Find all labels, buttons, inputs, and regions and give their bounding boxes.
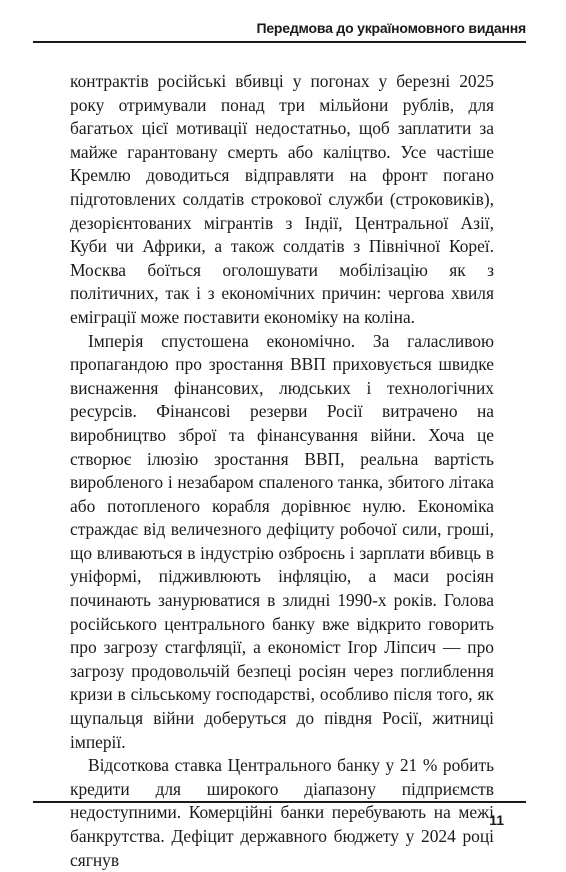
- body-text: [70, 70, 494, 872]
- footer-rule: [33, 801, 526, 803]
- page-number: 11: [489, 812, 504, 828]
- paragraph-2: Імперія спустошена економічно. За галасливою пропагандою про зростання ВВП приховується швидке виснаження фінансових, людських і технологічних ресурсів. Фінансові резерви Росії витрачено на виробництво зброї та фінансування війни. Хоча це створює ілюзію зростання ВВП, реальна вартість виробленого і незабаром спаленого танка, збитого літака або потопленого корабля дорівнює нулю. Економіка страждає від величезного дефіциту робочої сили, гроші, що вливаються в індустрію озброєнь і зарплати вбивць в уніформі, підживлюють інфляцію, а маси росіян починають занурюватися в злидні 1990-х років. Голова російського центрального банку вже відкрито говорить про загрозу стагфляції, а економіст Ігор Ліпсич — про загрозу продовольчій безпеці росіян через поглиблення кризи в сільському господарстві, особливо після того, як щупальця війни доберуться до півдня Росії, житниці імперії.: [70, 330, 494, 752]
- paragraph-1: контрактів російські вбивці у погонах у березні 2025 року отримували понад три мільйони рублів, для багатьох цієї мотивації недостатньо, щоб заплатити за майже гарантовану смерть або каліцтво. Усе частіше Кремлю доводиться відправляти на фронт погано підготовлених солдатів строкової служби (строковиків), дезорієнтованих мігрантів з Індії, Центральної Азії, Куби чи Африки, а також солдатів з Північної Кореї. Москва боїться оголошувати мобілізацію як з політичних, так і з економічних причин: чергова хвиля еміграції може поставити економіку на коліна.: [70, 71, 494, 327]
- paragraph-3: Відсоткова ставка Центрального банку у 21 % робить кредити для широкого діапазону підприємств недоступними. Комерційні банки перебувають на межі банкрутства. Дефіцит державного бюджету у 2024 році сягнув: [70, 755, 494, 870]
- running-head: Передмова до україномовного видання: [256, 20, 526, 36]
- header-rule: [33, 41, 526, 43]
